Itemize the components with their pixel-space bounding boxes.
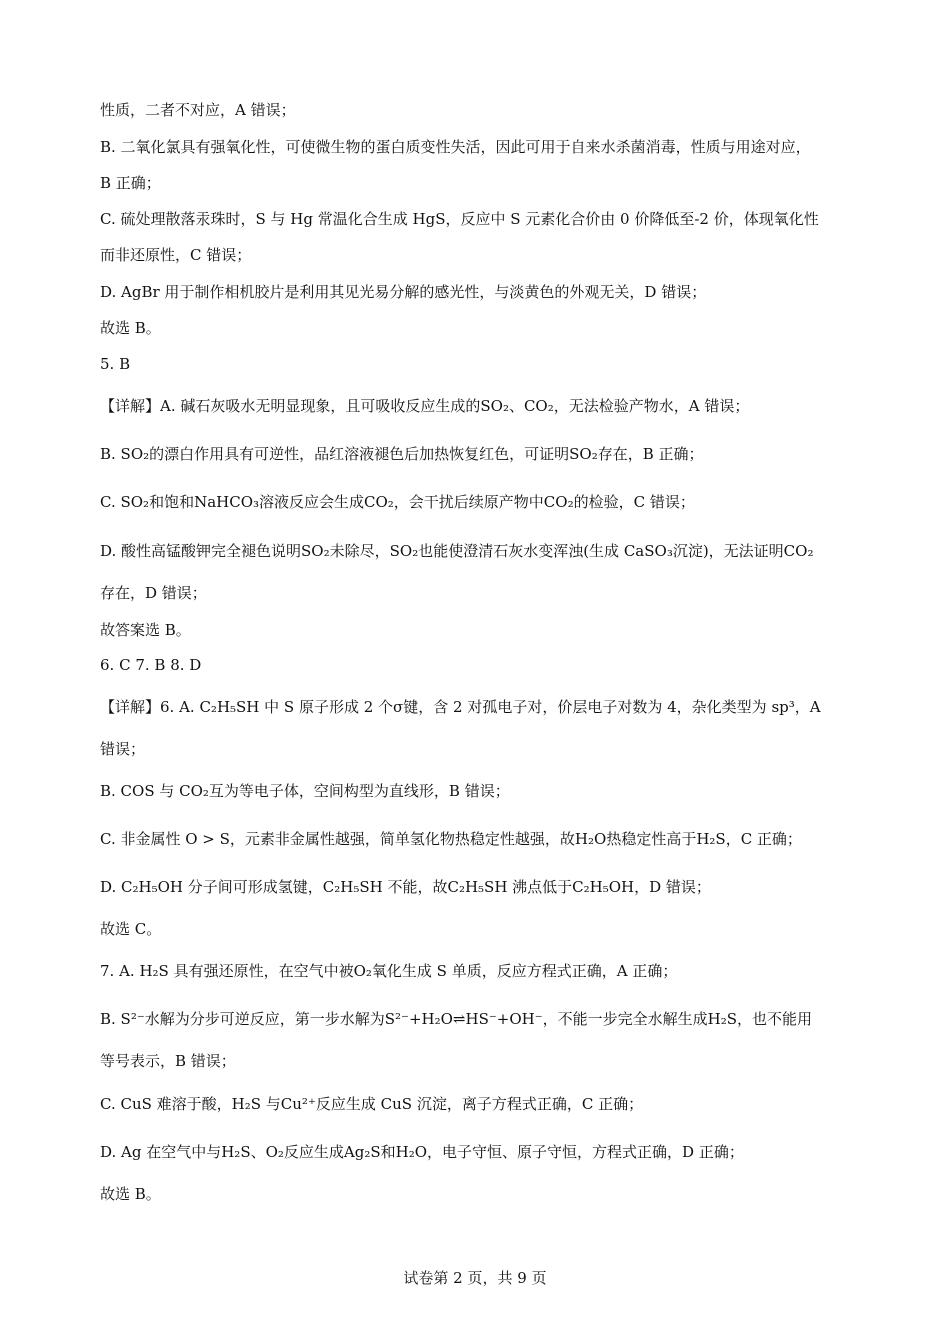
text-line: 性质，二者不对应，A 错误； bbox=[100, 101, 296, 119]
text-line: 【详解】A. 碱石灰吸水无明显现象，且可吸收反应生成的SO₂、CO₂，无法检验产物水，A 错误； bbox=[100, 397, 750, 415]
text-line: B. SO₂的漂白作用具有可逆性，品红溶液褪色后加热恢复红色，可证明SO₂存在，B 正确； bbox=[100, 445, 704, 463]
question-answer: 5. B bbox=[100, 355, 131, 373]
text-line: 【详解】6. A. C₂H₅SH 中 S 原子形成 2 个σ键，含 2 对孤电子对，价层电子对数为 4，杂化类型为 sp³，A bbox=[100, 698, 821, 716]
question-answer: 6. C 7. B 8. D bbox=[100, 656, 202, 674]
text-line: B. 二氧化氯具有强氧化性，可使微生物的蛋白质变性失活，因此可用于自来水杀菌消毒，性质与用途对应， bbox=[100, 138, 811, 156]
text-line: B 正确； bbox=[100, 174, 161, 192]
text-line: C. 硫处理散落汞珠时，S 与 Hg 常温化合生成 HgS，反应中 S 元素化合价由 0 价降低至-2 价，体现氧化性 bbox=[100, 210, 819, 228]
text-line: C. CuS 难溶于酸，H₂S 与Cu²⁺反应生成 CuS 沉淀，离子方程式正确，C 正确； bbox=[100, 1095, 644, 1113]
text-line: 错误； bbox=[100, 740, 146, 758]
text-line: 故选 B。 bbox=[100, 319, 161, 337]
text-line: 而非还原性，C 错误； bbox=[100, 246, 252, 264]
text-line: 故答案选 B。 bbox=[100, 621, 191, 639]
text-line: D. C₂H₅OH 分子间可形成氢键，C₂H₅SH 不能，故C₂H₅SH 沸点低于C₂H₅OH，D 错误； bbox=[100, 878, 711, 896]
text-line: B. S²⁻水解为分步可逆反应，第一步水解为S²⁻+H₂O⇌HS⁻+OH⁻，不能一步完全水解生成H₂S，也不能用 bbox=[100, 1010, 813, 1028]
text-line: D. 酸性高锰酸钾完全褪色说明SO₂未除尽，SO₂也能使澄清石灰水变浑浊(生成 CaSO₃沉淀)，无法证明CO₂ bbox=[100, 542, 814, 560]
text-line: D. Ag 在空气中与H₂S、O₂反应生成Ag₂S和H₂O，电子守恒、原子守恒，方程式正确，D 正确； bbox=[100, 1143, 744, 1161]
text-line: 等号表示，B 错误； bbox=[100, 1052, 236, 1070]
text-line: 故选 C。 bbox=[100, 920, 162, 938]
text-line: 7. A. H₂S 具有强还原性，在空气中被O₂氧化生成 S 单质，反应方程式正确，A 正确； bbox=[100, 962, 678, 980]
text-line: D. AgBr 用于制作相机胶片是利用其见光易分解的感光性，与淡黄色的外观无关，D 错误； bbox=[100, 283, 707, 301]
text-line: B. COS 与 CO₂互为等电子体，空间构型为直线形，B 错误； bbox=[100, 782, 510, 800]
text-line: C. SO₂和饱和NaHCO₃溶液反应会生成CO₂，会干扰后续原产物中CO₂的检验，C 错误； bbox=[100, 493, 695, 511]
text-line: C. 非金属性 O > S，元素非金属性越强，简单氢化物热稳定性越强，故H₂O热稳定性高于H₂S，C 正确； bbox=[100, 830, 802, 848]
text-line: 存在，D 错误； bbox=[100, 584, 207, 602]
text-line: 故选 B。 bbox=[100, 1185, 161, 1203]
page-footer: 试卷第 2 页，共 9 页 bbox=[403, 1269, 547, 1287]
